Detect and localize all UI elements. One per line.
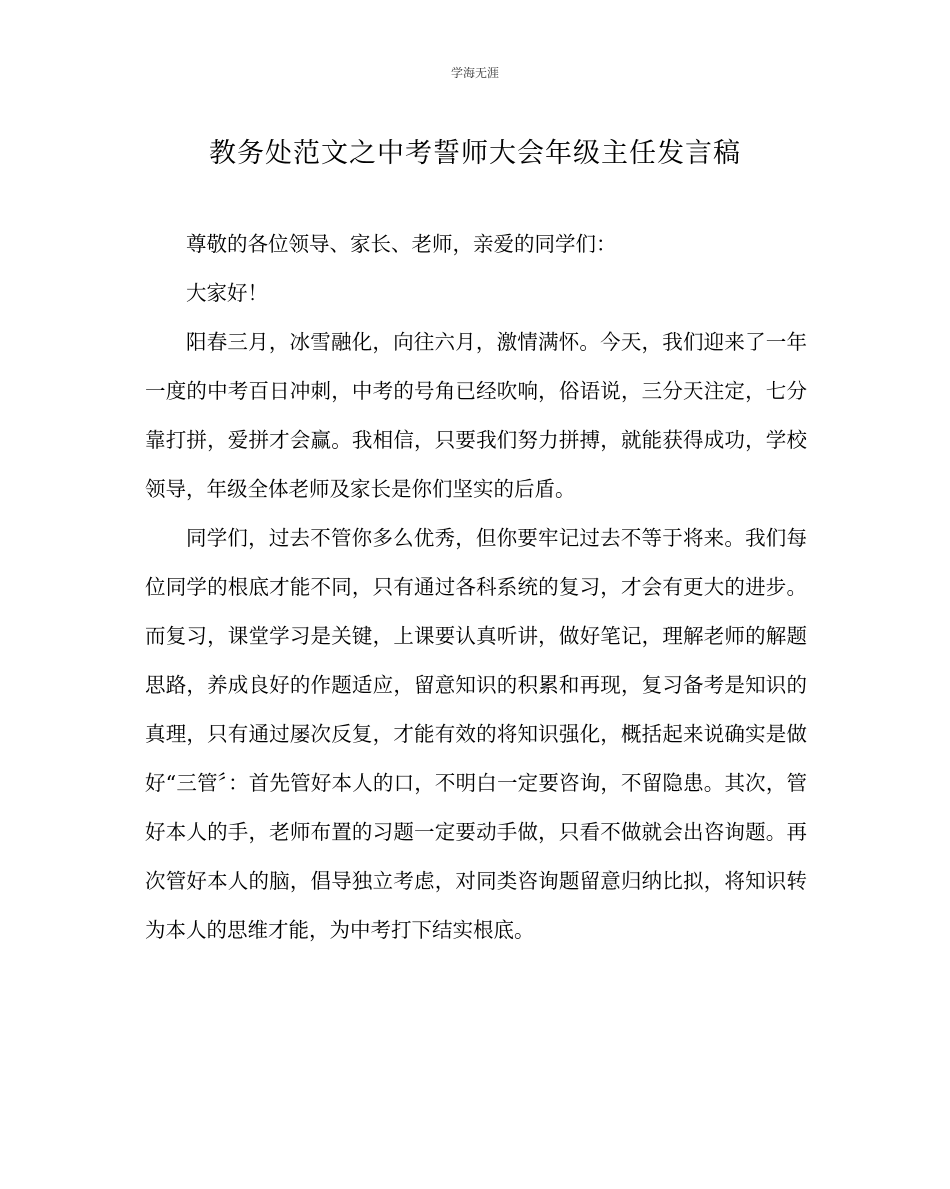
document-body <box>145 220 807 955</box>
paragraph-salutation: 尊敬的各位领导、家长、老师，亲爱的同学们： <box>186 232 617 256</box>
document-title: 教务处范文之中考誓师大会年级主任发言稿 <box>209 138 741 169</box>
page-header: 学海无涯 <box>450 66 499 80</box>
paragraph-greeting: 大家好！ <box>186 281 268 305</box>
paragraph-1: 阳春三月，冰雪融化，向往六月，激情满怀。今天，我们迎来了一年一度的中考百日冲刺，中考的号角已经吹响，俗语说，三分天注定，七分靠打拼，爱拼才会赢。我相信，只要我们努力拼搏，就能获得成功，学校领导，年级全体老师及家长是你们坚实的后盾。 <box>145 330 807 501</box>
paragraph-2: 同学们，过去不管你多么优秀，但你要牢记过去不等于将来。我们每位同学的根底才能不同，只有通过各科系统的复习，才会有更大的进步。而复习，课堂学习是关键，上课要认真听讲，做好笔记，理解老师的解题思路，养成良好的作题适应，留意知识的积累和再现，复习备考是知识的真理，只有通过屡次反复，才能有效的将知识强化，概括起来说确实是做好“三管〞：首先管好本人的口，不明白一定要咨询，不留隐患。其次，管好本人的手，老师布置的习题一定要动手做，只看不做就会出咨询题。再次管好本人的脑，倡导独立考虑，对同类咨询题留意归纳比拟，将知识转为本人的思维才能，为中考打下结实根底。 <box>145 526 807 942</box>
